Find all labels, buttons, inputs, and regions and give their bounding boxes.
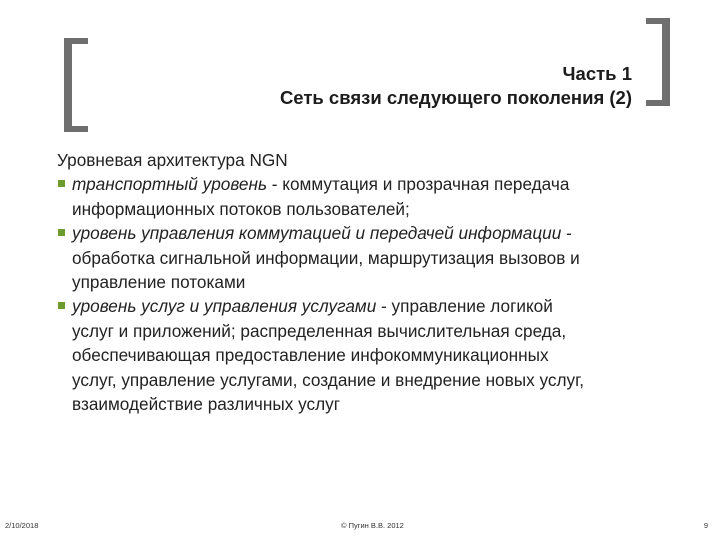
bullet-text-line: услуг, управление услугами, создание и внедрение новых услуг, bbox=[72, 369, 585, 390]
bullet-text: - bbox=[561, 223, 572, 244]
bullet-item-services bbox=[57, 294, 697, 416]
bullet-item-control bbox=[57, 221, 697, 294]
bullet-text: - управление логикой bbox=[376, 296, 553, 317]
bullet-text: - коммутация и прозрачная передача bbox=[267, 174, 570, 195]
bullet-item-transport bbox=[57, 172, 697, 221]
slide-body bbox=[57, 148, 697, 416]
bullet-text-line: обработка сигнальной информации, маршрутизация вызовов и bbox=[72, 247, 580, 268]
right-bracket-top bbox=[646, 18, 670, 24]
square-bullet-icon bbox=[58, 229, 65, 236]
bullet-text-line: услуг и приложений; распределенная вычислительная среда, bbox=[72, 320, 567, 341]
square-bullet-icon bbox=[58, 180, 65, 187]
bullet-text-line: информационных потоков пользователей; bbox=[72, 198, 410, 219]
bullet-text-line: обеспечивающая предоставление инфокоммуникационных bbox=[72, 345, 549, 366]
bullet-text-line: взаимодействие различных услуг bbox=[72, 394, 340, 415]
bullet-text-line: управление потоками bbox=[72, 272, 246, 293]
right-bracket-bottom bbox=[646, 100, 670, 106]
page-number: 9 bbox=[703, 521, 708, 530]
title-line-2: Сеть связи следующего поколения (2) bbox=[279, 87, 632, 108]
title-line-1: Часть 1 bbox=[562, 63, 632, 84]
left-bracket-bar bbox=[64, 38, 72, 132]
body-heading: Уровневая архитектура NGN bbox=[57, 150, 288, 170]
right-bracket-bar bbox=[662, 18, 670, 106]
bullet-term: уровень услуг и управления услугами bbox=[72, 296, 377, 317]
left-bracket-bottom bbox=[64, 126, 88, 132]
slide-title bbox=[280, 62, 632, 110]
left-bracket-top bbox=[64, 38, 88, 44]
square-bullet-icon bbox=[58, 302, 65, 309]
footer-date: 2/10/2018 bbox=[5, 521, 39, 530]
bullet-term: транспортный уровень bbox=[72, 174, 267, 195]
footer-copyright: © Пугин В.В. 2012 bbox=[341, 521, 404, 530]
bullet-term: уровень управления коммутацией и передачей информации bbox=[72, 223, 562, 244]
